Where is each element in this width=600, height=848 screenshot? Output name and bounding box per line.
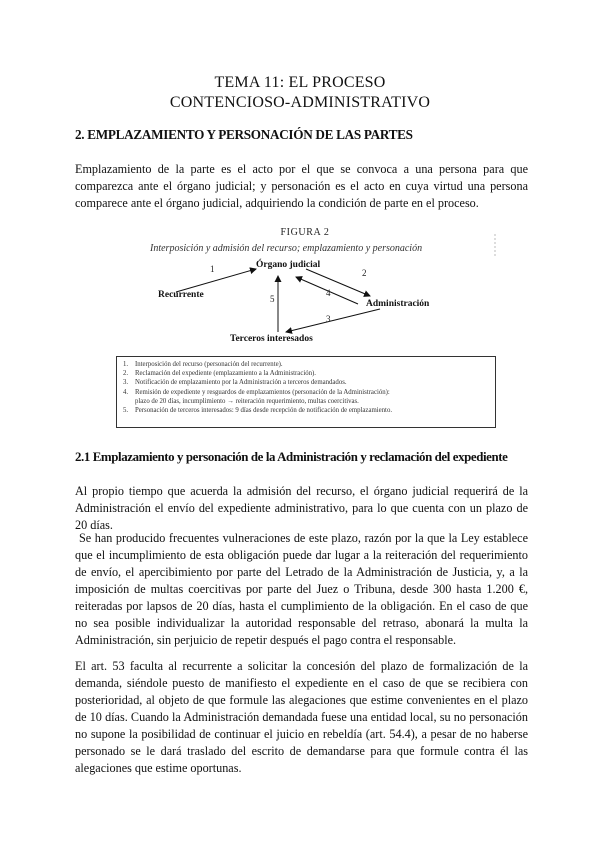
figure-caption: Interposición y admisión del recurso; emplazamiento y personación [150,243,423,254]
arrow-1 [176,269,256,292]
arrow-number-3: 3 [326,314,331,324]
legend-row: 3. Notificación de emplazamiento por la Administración a terceros demandados. [123,379,347,387]
arrow-number-2: 2 [362,268,367,278]
legend-row: 5. Personación de terceros interesados: 9 días desde recepción de notificación de emplazamiento. [123,407,393,415]
legend-row: 4. Remisión de expediente y resguardos de emplazamientos (personación de la Administración): [123,388,390,396]
scan-mark-decoration [492,234,500,258]
arrow-3 [286,309,380,332]
section-heading: 2. EMPLAZAMIENTO Y PERSONACIÓN DE LAS PARTES [75,127,413,142]
arrow-number-1: 1 [210,264,215,274]
arrow-number-5: 5 [270,294,275,304]
node-organo-judicial: Órgano judicial [256,260,321,270]
paragraph-1: Al propio tiempo que acuerda la admisión del recurso, el órgano judicial requerirá de la Administración el envío del expediente administrativo, para lo que cuenta con un plazo de 20 días. [75,484,528,532]
figure-label: FIGURA 2 [280,227,330,238]
subsection-heading: 2.1 Emplazamiento y personación de la Administración y reclamación del expediente [75,450,508,464]
legend-row: 1. Interposición del recurso (personación del recurrente). [123,361,283,368]
node-terceros-interesados: Terceros interesados [230,334,313,344]
paragraph-3: El art. 53 faculta al recurrente a solicitar la concesión del plazo de formalización de la demanda, siéndole puesto de manifiesto el expediente en el caso de que se recibiera con posterioridad, al objeto de que formule las alegaciones que estime convenientes en el plazo de 10 días. Cuando la Administración demandada fuese una entidad local, su no personación no supone la posibilidad de continuar el juicio en rebeldía (art. 54.4), a pesar de no haberse personado se le dará traslado del escrito de demandarse para que formule contra él las alegaciones que estime oportunas. [75,659,528,775]
arrow-number-4: 4 [326,288,331,298]
paragraph-2: Se han producido frecuentes vulneraciones de este plazo, razón por la que la Ley establece que el incumplimiento de esta obligación puede dar lugar a la reiteración del requerimiento de envío, el apercibimiento por parte del Letrado de la Administración de Justicia, y, a la imposición de multas coercitivas por parte del Juez o Tribuna, desde 300 hasta 1.200 €, reiteradas por lapsos de 20 días, hasta el cumplimiento de la obligación. En el caso de que no sea posible individualizar la autoridad responsable del retraso, abonará la multa la Administración, sin perjuicio de repetir después el pago contra el responsable. [75,531,528,647]
document-title-line-2: CONTENCIOSO-ADMINISTRATIVO [169,94,431,111]
intro-paragraph: Emplazamiento de la parte es el acto por el que se convoca a una persona para que comparezca ante el órgano judicial; y personación es el acto en cuya virtud una persona comparece ante el órgano judicial, adquiriendo la condición de parte en el proceso. [75,162,528,210]
node-recurrente: Recurrente [158,290,204,300]
figure-legend [116,356,496,428]
legend-row: 2. Reclamación del expediente (emplazamiento a la Administración). [123,370,316,378]
document-title-line-1: TEMA 11: EL PROCESO [214,74,386,91]
figure-diagram [110,224,500,438]
legend-row: plazo de 20 días, incumplimiento → reiteración requerimiento, multas coercitivas. [135,397,359,405]
node-administracion: Administración [366,299,430,309]
arrow-2 [306,269,370,296]
